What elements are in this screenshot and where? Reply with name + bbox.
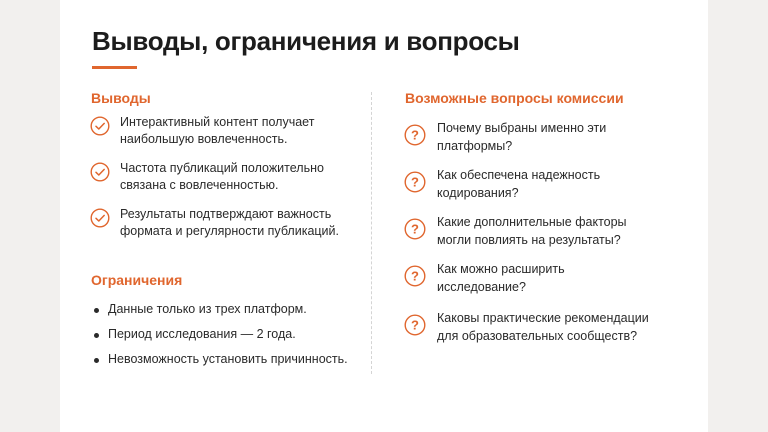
question-circle-icon — [404, 218, 426, 240]
svg-text:?: ? — [411, 268, 419, 284]
question-circle-icon — [404, 314, 426, 336]
limitations-heading: Ограничения — [91, 272, 183, 288]
slide: Выводы, ограничения и вопросы Выводы Интерактивный контент получает наибольшую вовлеченность. Частота публикаций положительно связана с вовлеченностью. Результаты подтверждают важность формата и регулярности публикаций. Ограничения Данные только из трех платформ. Период исследования — 2 года. Невозможность установить причинность. Возможные вопросы комиссии ? Почему выбраны именно эти платформы? ? Как обеспечена надежность кодирования? ? Какие дополнительные факторы могли повлиять на результаты? ? Как можно расширить исследование? ? Каковы практические рекомендации для образовательных сообществ? — [60, 0, 708, 432]
svg-text:?: ? — [411, 317, 419, 333]
question-text: Какие дополнительные факторы могли повлиять на результаты? — [437, 215, 627, 247]
questions-heading: Возможные вопросы комиссии — [405, 90, 624, 106]
conclusion-text: Интерактивный контент получает наибольшую вовлеченность. — [120, 115, 315, 146]
svg-text:?: ? — [411, 127, 419, 143]
svg-text:?: ? — [411, 174, 419, 190]
title-underline — [92, 66, 137, 69]
svg-text:?: ? — [411, 221, 419, 237]
page-title: Выводы, ограничения и вопросы — [92, 26, 520, 56]
question-circle-icon — [404, 171, 426, 193]
question-circle-icon — [404, 124, 426, 146]
bullet-icon — [94, 333, 99, 338]
question-text: Как обеспечена надежность кодирования? — [437, 168, 601, 200]
question-text: Почему выбраны именно эти платформы? — [437, 121, 607, 153]
bullet-icon — [94, 358, 99, 363]
check-circle-icon — [90, 162, 110, 182]
question-circle-icon — [404, 265, 426, 287]
question-text: Как можно расширить исследование? — [437, 262, 565, 294]
conclusion-text: Результаты подтверждают важность формата и регулярности публикаций. — [120, 207, 339, 238]
column-divider — [371, 92, 372, 374]
bullet-icon — [94, 308, 99, 313]
conclusions-heading: Выводы — [91, 90, 151, 106]
conclusion-text: Частота публикаций положительно связана с вовлеченностью. — [120, 161, 324, 192]
check-circle-icon — [90, 208, 110, 228]
check-circle-icon — [90, 116, 110, 136]
question-text: Каковы практические рекомендации для образовательных сообществ? — [437, 311, 649, 343]
